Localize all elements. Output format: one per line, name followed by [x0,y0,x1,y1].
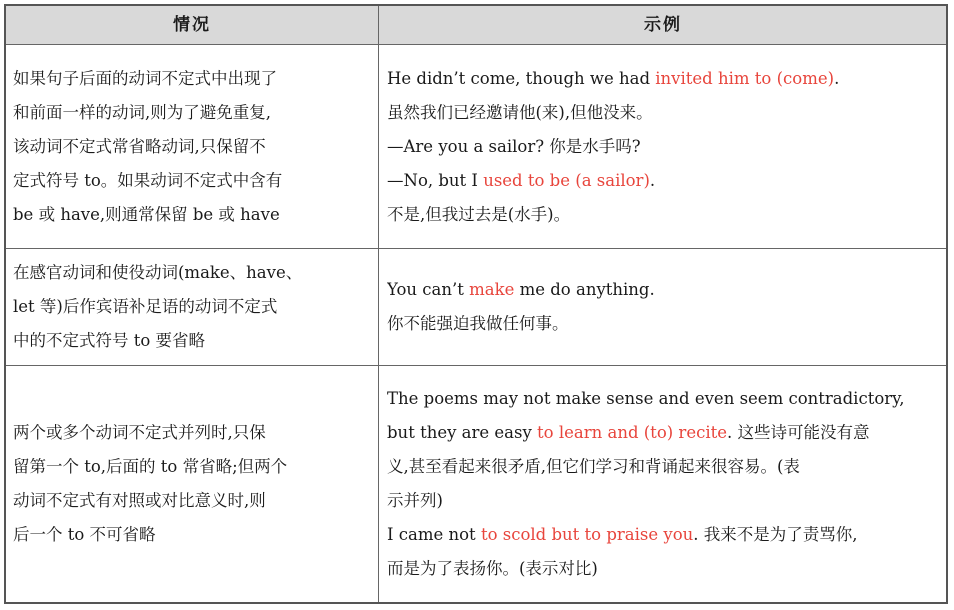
example-text: 不是,但我过去是(水手)。 [387,204,571,224]
table-row [6,45,946,249]
example-line [387,552,940,586]
example-line [387,518,940,552]
example-text: 你不能强迫我做任何事。 [387,314,569,333]
situation-line: be 或 have,则通常保留 be 或 have [13,204,280,224]
example-cell [380,249,946,365]
example-line [387,130,940,164]
example-cell [380,45,946,248]
situation-line: 中的不定式符号 to 要省略 [13,331,206,350]
situation-cell [6,45,378,248]
situation-cell [6,249,378,365]
example-line [387,62,940,96]
situation-cell [6,366,378,602]
example-line [387,450,940,484]
situation-line: 两个或多个动词不定式并列时,只保 [13,423,266,442]
example-text: You can’t [387,280,470,299]
situation-line: 后一个 to 不可省略 [13,525,156,544]
example-text: . [649,170,656,190]
situation-line: 该动词不定式常省略动词,只保留不 [13,136,266,156]
highlighted-text: invited him to (come) [655,68,835,88]
example-text: He didn’t come, though we had [387,68,656,88]
example-text: 虽然我们已经邀请他(来),但他没来。 [387,102,653,122]
example-text: —No, but I [387,170,484,190]
example-line [387,96,940,130]
example-text: but they are easy [387,423,538,442]
example-text: 义,甚至看起来很矛盾,但它们学习和背诵起来很容易。(表 [387,457,800,476]
situation-line: 留第一个 to,后面的 to 常省略;但两个 [13,457,288,476]
highlighted-text: to learn and (to) recite [537,423,727,442]
example-text: I came not [387,525,481,544]
table-row [6,366,946,602]
situation-line: 定式符号 to。如果动词不定式中含有 [13,170,283,190]
example-line [387,484,940,518]
example-text: The poems may not make sense and even seem contradictory, [387,389,905,408]
example-text: —Are you a sailor? 你是水手吗? [387,136,641,156]
highlighted-text: to scold but to praise you [480,525,694,544]
example-line [387,273,940,307]
example-cell [380,366,946,602]
example-text: . 我来不是为了责骂你, [693,525,858,544]
situation-line: 和前面一样的动词,则为了避免重复, [13,102,271,122]
highlighted-text: used to be (a sailor) [483,170,650,190]
example-line [387,198,940,232]
example-text: . [834,68,840,88]
situation-line: 动词不定式有对照或对比意义时,则 [13,491,266,510]
table-header-row [6,6,946,45]
grammar-table [4,4,948,604]
situation-line: 如果句子后面的动词不定式中出现了 [13,68,277,88]
example-line [387,164,940,198]
header-example: 示例 [644,15,682,35]
highlighted-text: make [469,280,515,299]
example-text: 而是为了表扬你。(表示对比) [387,559,598,578]
table-row [6,249,946,366]
situation-line: 在感官动词和使役动词(make、have、 [13,263,303,282]
example-text: 示并列) [387,491,443,510]
example-line [387,416,940,450]
header-situation: 情况 [173,15,211,35]
situation-line: let 等)后作宾语补足语的动词不定式 [13,297,278,316]
example-line [387,307,940,341]
example-text: . 这些诗可能没有意 [727,423,870,442]
example-text: me do anything. [514,280,655,299]
example-line [387,382,940,416]
